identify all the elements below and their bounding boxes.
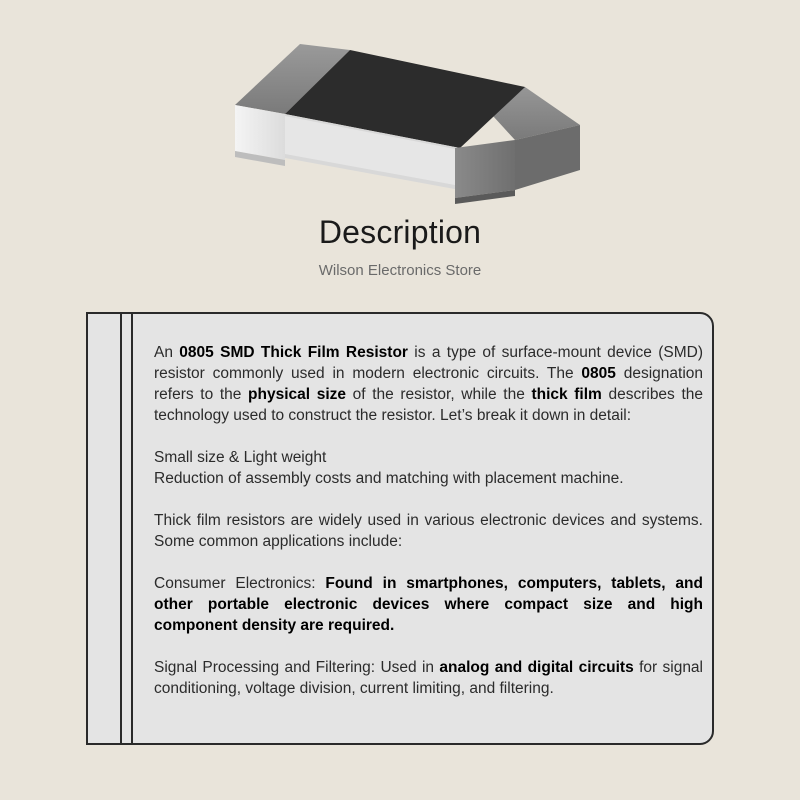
smd-resistor-chip-icon (215, 30, 585, 205)
page-title: Description (318, 214, 482, 250)
application-detail: Found in smartphones, computers, tablets, and other portable electronic devices where compact size and high component density are required. (154, 575, 703, 634)
feature-line: Reduction of assembly costs and matching with placement machine. (154, 470, 624, 487)
application-label: Consumer Electronics (154, 575, 312, 592)
intro-paragraph: An 0805 SMD Thick Film Resistor is a type of surface-mount device (SMD) resistor commonly used in modern electronic circuits. The 0805 designation refers to the physical size of the resistor, while the thick film describes the technology used to construct the resistor. Let’s break it down in detail: (154, 344, 703, 424)
application-label: Signal Processing and Filtering (154, 659, 371, 676)
store-name: Wilson Electronics Store (318, 262, 482, 279)
description-text (154, 342, 703, 699)
features-paragraph (154, 447, 703, 489)
highlight-physical-size: physical size (248, 386, 346, 403)
highlight-size-code: 0805 (581, 365, 616, 382)
feature-line: Small size & Light weight (154, 449, 327, 466)
binding-line (131, 312, 133, 745)
consumer-electronics-paragraph: Consumer Electronics: Found in smartphones, computers, tablets, and other portable electronic devices where compact size and high component density are required. (154, 575, 703, 634)
binding-line (120, 312, 122, 745)
description-card (86, 312, 714, 745)
highlight-product-name: 0805 SMD Thick Film Resistor (179, 344, 408, 361)
product-image (0, 0, 800, 215)
highlight-circuits: analog and digital circuits (439, 659, 634, 676)
highlight-thick-film: thick film (531, 386, 602, 403)
signal-processing-paragraph: Signal Processing and Filtering: Used in analog and digital circuits for signal conditioning, voltage division, current limiting, and filtering. (154, 659, 703, 697)
applications-intro: Thick film resistors are widely used in various electronic devices and systems. Some common applications include: (154, 512, 703, 550)
